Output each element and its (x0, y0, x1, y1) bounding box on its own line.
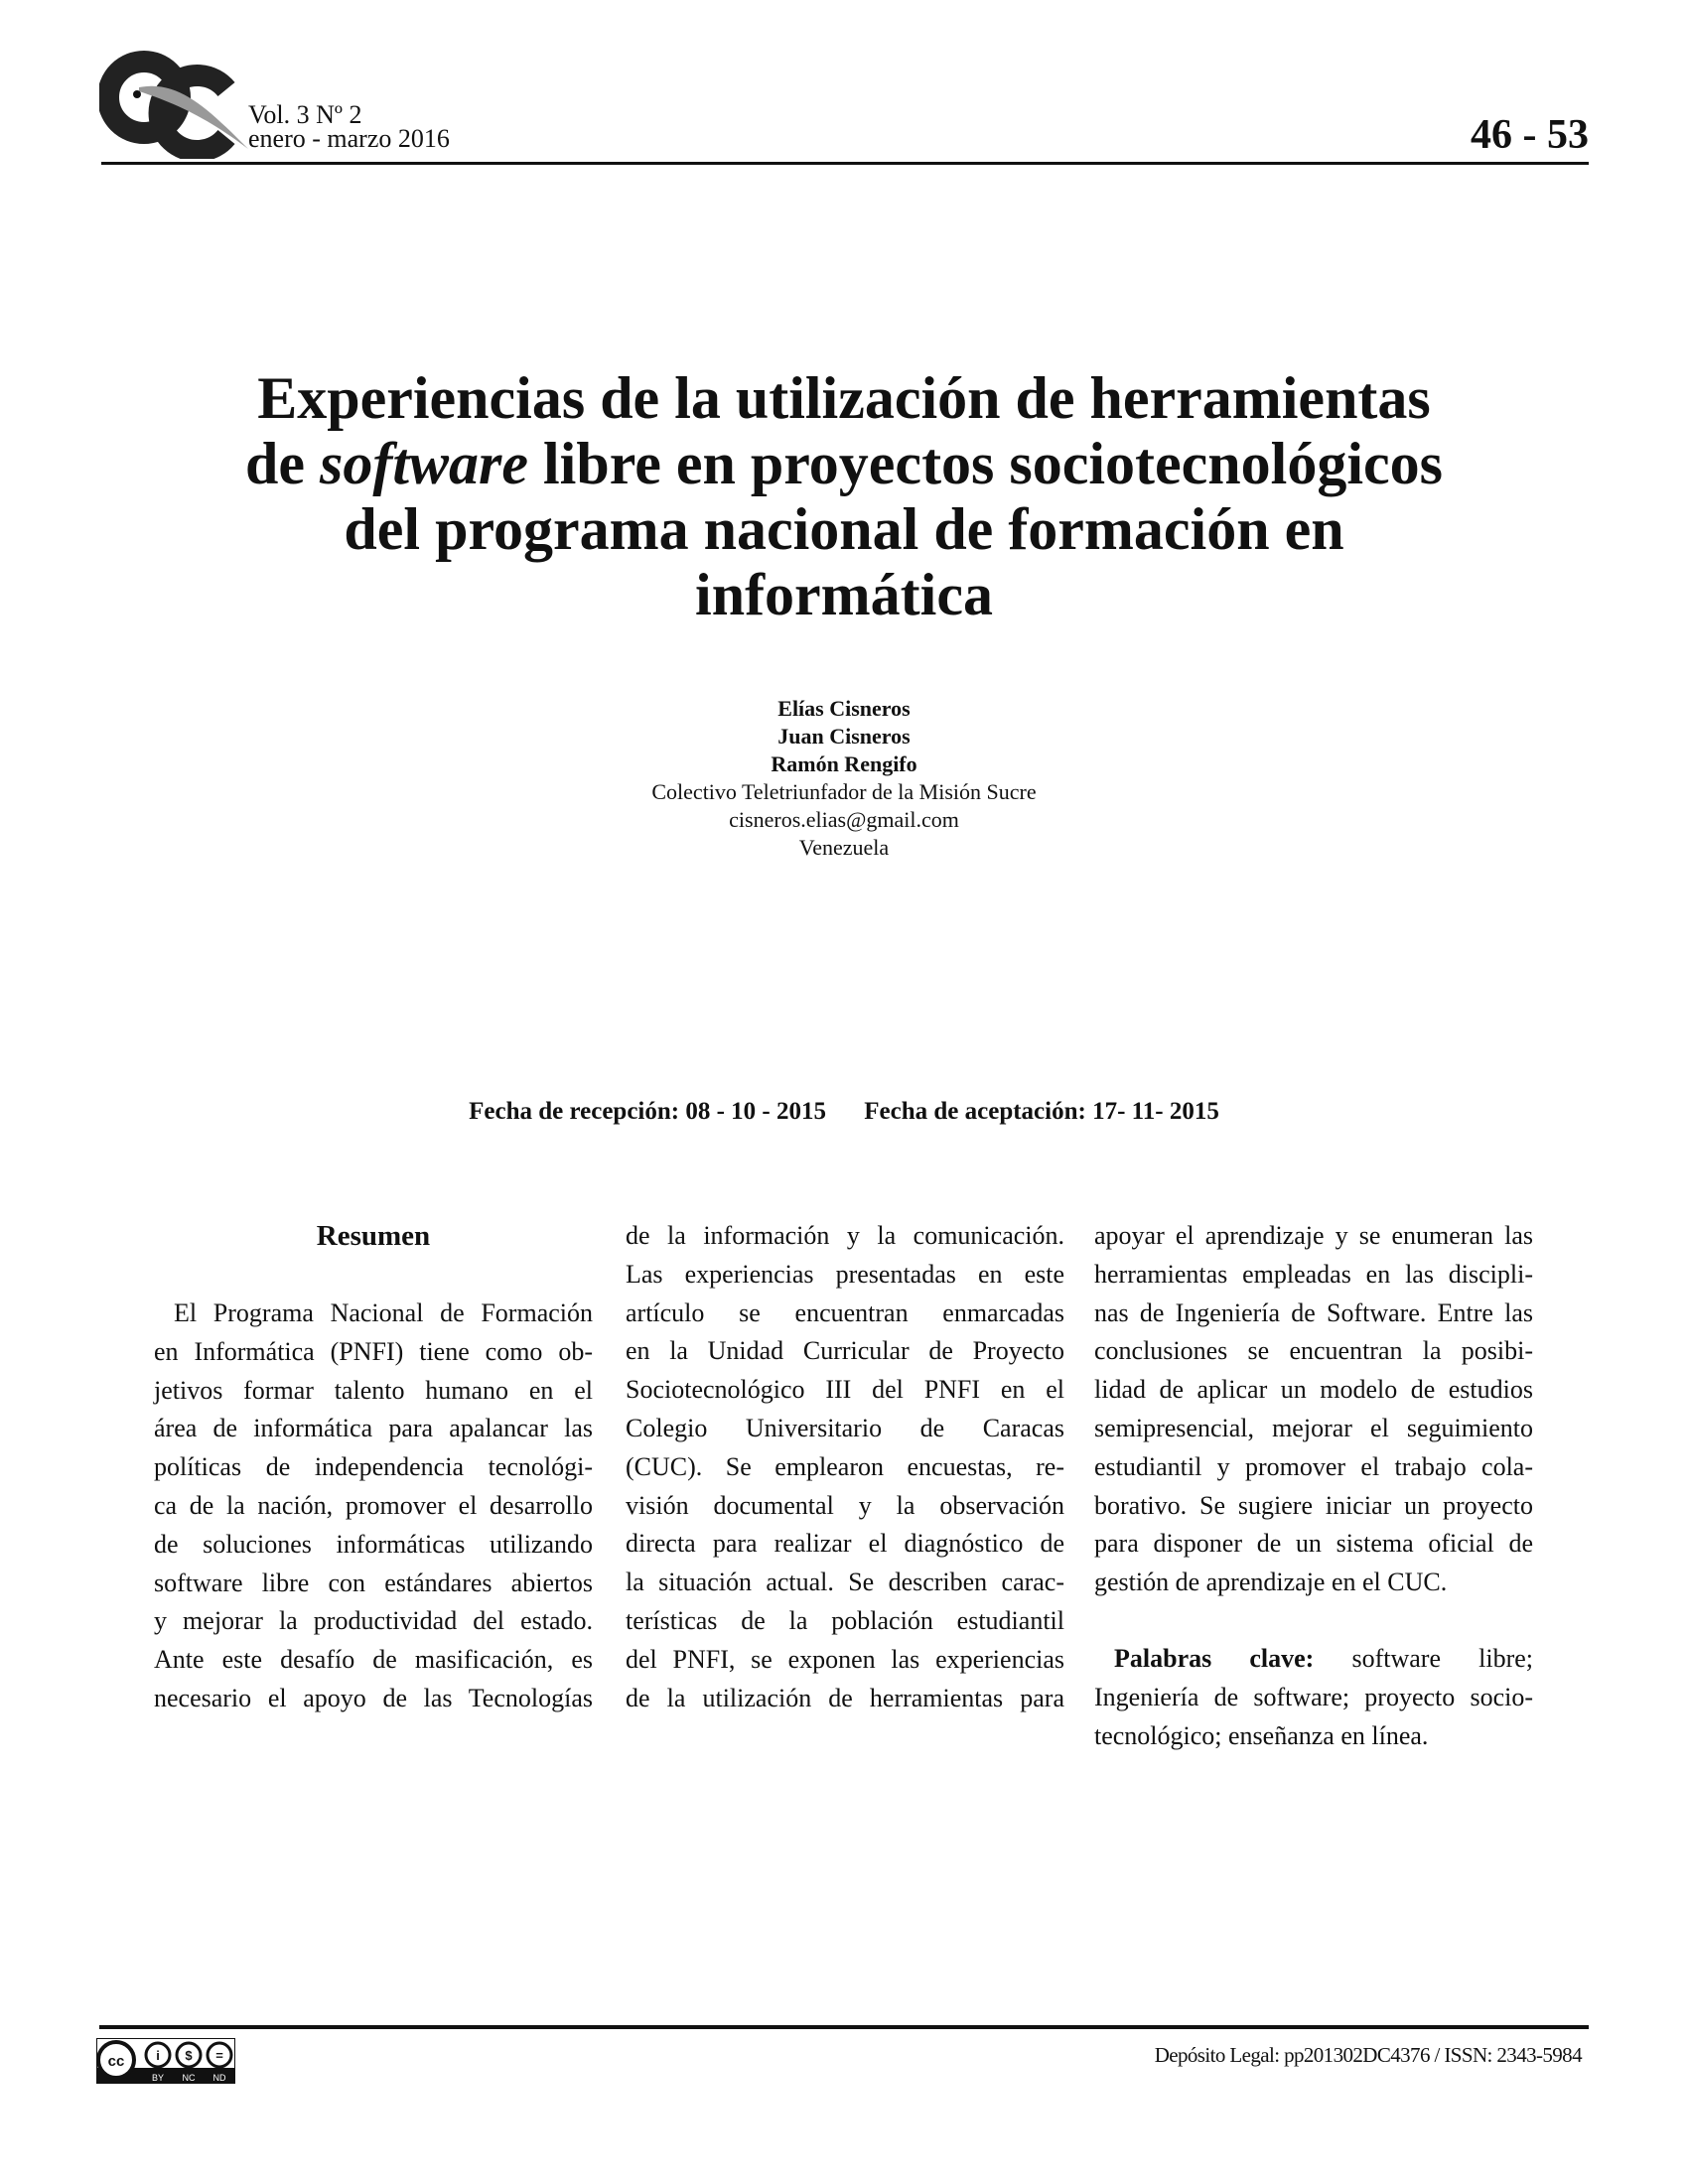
abstract-line: de soluciones informáticas utilizando (154, 1529, 593, 1559)
abstract-line: y mejorar la productividad del estado. (154, 1606, 593, 1636)
title-line: informática (695, 562, 993, 627)
header-rule (101, 162, 1589, 165)
license-nd: ND (212, 2073, 226, 2083)
abstract-line: nas de Ingeniería de Software. Entre las (1094, 1297, 1533, 1327)
abstract-line: El Programa Nacional de Formación (174, 1298, 593, 1327)
abstract-text (1094, 1217, 1533, 1602)
keywords-label: Palabras clave: (1114, 1643, 1315, 1673)
abstract-line: del PNFI, se exponen las experiencias (626, 1644, 1064, 1674)
keywords-text: software libre; (1314, 1643, 1533, 1673)
license-by: BY (151, 2073, 165, 2083)
received-date: Fecha de recepción: 08 - 10 - 2015 (469, 1098, 827, 1125)
author-country: Venezuela (798, 835, 890, 860)
abstract-line: lidad de aplicar un modelo de estudios (1094, 1375, 1533, 1405)
page-range: 46 - 53 (1471, 112, 1589, 158)
author-name: Ramón Rengifo (771, 751, 917, 776)
svg-text:$: $ (185, 2048, 193, 2063)
keywords (1094, 1640, 1533, 1755)
keywords-line: tecnológico; enseñanza en línea. (1094, 1720, 1429, 1750)
abstract-line: herramientas empleadas en las discipli- (1094, 1259, 1533, 1289)
submission-dates (0, 1098, 1688, 1126)
title-italic: software (320, 431, 528, 496)
abstract-line: Colegio Universitario de Caracas (626, 1413, 1064, 1442)
abstract-line: directa para realizar el diagnóstico de (626, 1529, 1064, 1559)
svg-text:=: = (215, 2048, 223, 2063)
abstract-line: Sociotecnológico III del PNFI en el (626, 1375, 1064, 1405)
keywords-line: Ingeniería de software; proyecto socio- (1094, 1682, 1533, 1711)
abstract-line: terísticas de la población estudiantil (626, 1605, 1064, 1635)
issue-period: enero - marzo 2016 (248, 124, 450, 153)
abstract-text (154, 1295, 593, 1718)
abstract-line: visión documental y la observación (626, 1490, 1064, 1520)
issue-info (248, 100, 450, 153)
abstract-column-3 (1094, 1217, 1533, 1755)
abstract-column-2 (626, 1217, 1064, 1717)
abstract-line: la situación actual. Se describen carac- (626, 1568, 1064, 1597)
abstract-line: Ante este desafío de masificación, es (154, 1645, 593, 1675)
abstract-line: artículo se encuentran enmarcadas (626, 1297, 1064, 1327)
abstract-line: en la Unidad Curricular de Proyecto (626, 1336, 1064, 1366)
abstract-line: de la utilización de herramientas para (626, 1683, 1064, 1712)
svg-text:cc: cc (107, 2053, 125, 2070)
abstract-line: de la información y la comunicación. (626, 1221, 1064, 1250)
abstract-line: estudiantil y promover el trabajo cola- (1094, 1451, 1533, 1481)
title-text: libre en proyectos sociotecnológicos (528, 431, 1443, 496)
accepted-date: Fecha de aceptación: 17- 11- 2015 (864, 1098, 1219, 1125)
author-block (0, 695, 1688, 862)
abstract-line: necesario el apoyo de las Tecnologías (154, 1683, 593, 1712)
license-nc: NC (182, 2073, 196, 2083)
author-email: cisneros.elias@gmail.com (729, 807, 959, 832)
abstract-line: políticas de independencia tecnológi- (154, 1452, 593, 1482)
legal-deposit-issn: Depósito Legal: pp201302DC4376 / ISSN: 2343-5984 (1154, 2043, 1582, 2067)
footer-rule (99, 2025, 1589, 2029)
abstract-line: borativo. Se sugiere iniciar un proyecto (1094, 1490, 1533, 1520)
svg-text:i: i (156, 2048, 160, 2063)
abstract-line: semipresencial, mejorar el seguimiento (1094, 1413, 1533, 1442)
abstract-text (626, 1217, 1064, 1717)
abstract-line: apoyar el aprendizaje y se enumeran las (1094, 1221, 1533, 1250)
abstract-line: (CUC). Se emplearon encuestas, re- (626, 1451, 1064, 1481)
title-line: del programa nacional de formación en (344, 496, 1344, 562)
abstract-line: ca de la nación, promover el desarrollo (154, 1490, 593, 1520)
author-affiliation: Colectivo Teletriunfador de la Misión Sucre (651, 779, 1037, 804)
author-name: Elías Cisneros (777, 696, 911, 721)
abstract-line: en Informática (PNFI) tiene como ob- (154, 1336, 593, 1366)
abstract-heading: Resumen (316, 1220, 431, 1252)
creative-commons-license-icon (96, 2038, 235, 2084)
author-name: Juan Cisneros (777, 724, 911, 749)
volume-number: Vol. 3 Nº 2 (248, 100, 362, 129)
abstract-line: área de informática para apalancar las (154, 1414, 593, 1443)
keywords-line (1094, 1640, 1533, 1679)
abstract-line: software libre con estándares abiertos (154, 1568, 593, 1597)
abstract-column-1 (154, 1217, 593, 1718)
article-title (149, 365, 1539, 627)
abstract-line: jetivos formar talento humano en el (154, 1375, 593, 1405)
abstract-line: Las experiencias presentadas en este (626, 1259, 1064, 1289)
journal-logo (99, 50, 248, 159)
abstract-line: conclusiones se encuentran la posibi- (1094, 1336, 1533, 1366)
abstract-line: gestión de aprendizaje en el CUC. (1094, 1568, 1448, 1597)
title-line: Experiencias de la utilización de herramientas (257, 365, 1431, 431)
abstract-line: para disponer de un sistema oficial de (1094, 1529, 1533, 1559)
title-line (149, 431, 1539, 496)
title-text: de (245, 431, 320, 496)
